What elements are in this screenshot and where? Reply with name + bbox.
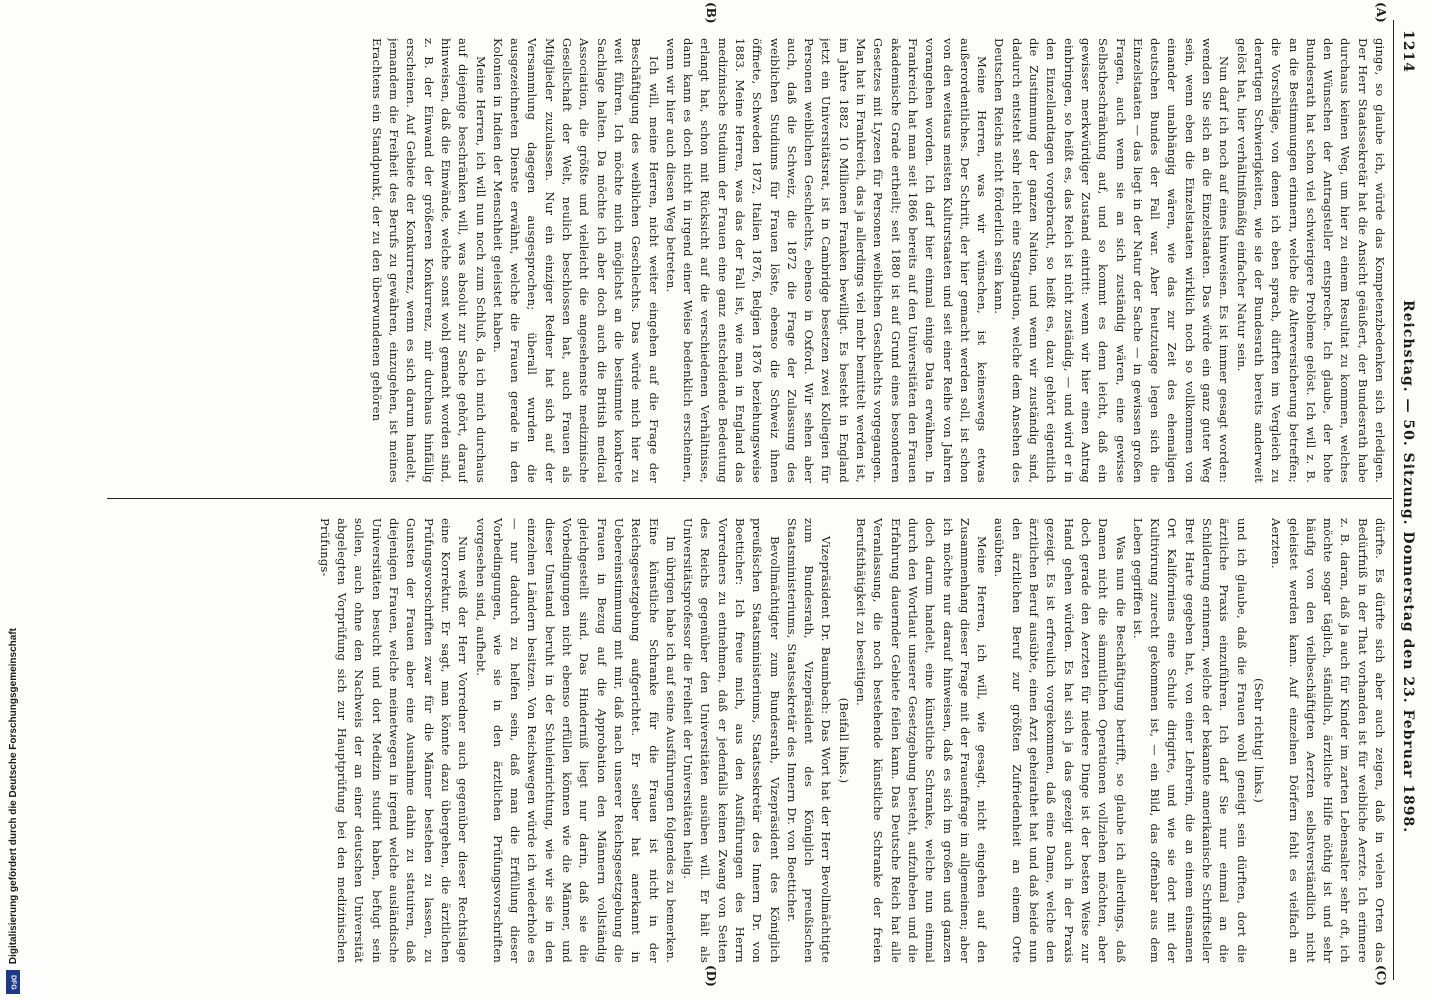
header-title: Reichstag. — 50. Sitzung. Donnerstag den 23. Februar 1898. xyxy=(1400,300,1416,834)
margin-marker-a: (A) xyxy=(1374,2,1388,23)
funding-note-text: Digitalisierung gefördert durch die Deutsche Forschungsgemeinschaft xyxy=(7,627,19,964)
speaker-paragraph: Vizepräsident Dr. Baumbach: Das Wort hat der Herr Bevollmächtigte zum Bundesrath, Vizepräsident des Königlich preußischen Staatsministeriums, Staatssekretär des Innern Dr. von Boetticher. xyxy=(784,518,834,963)
column-divider xyxy=(107,498,1392,499)
paragraph: dürfte. Es dürfte sich aber auch zeigen, daß in vielen Orten das Bedürfniß in der That vorhanden ist für weibliche Aerzte. Ich erinnere z. B. daran, daß ja auch für Kinder im zarten Lebensalter sehr oft, ich möchte sogar täglich, ständlich, ärztliche Hilfe nöthig ist und sehr häufig von den vielbeschäftigten Aerzten selbstverständlich nicht geleistet werden kann. Auf einzelnen Dörfern fehlt es vielfach an Aerzten. xyxy=(1269,518,1387,963)
left-column xyxy=(108,38,1388,483)
margin-marker-c: (C) xyxy=(1374,965,1388,986)
header-rule xyxy=(1393,20,1394,980)
paragraph: ginge, so glaube ich, würde das Kompetenzbedenken sich erledigen. Der Herr Staatssekretär hat die Ansicht geäußert, der Bundesrath habe durchaus keinen Weg, um hier zu einem Resultat zu kommen, welches den Wünschen der Antragsteller entspreche. Ich glaube, der hohe Bundesrath hat schon viel schwierigere Probleme gelöst. Ich will z. B. an die Bestimmungen erinnern, welche die Alterversicherung betreffen; die Vorschläge, von denen ich eben sprach, dürften im Vergleich zu derartigen Schwierigkeiten, wie sie der Bundesrath bereits anderweit gelöst hat, hier verhältnißmäßig einfacher Natur sein. xyxy=(1234,38,1387,483)
paragraph: Nun weiß der Herr Vorredner auch gegenüber dieser Rechtslage eine Korrektur. Er sagt, man könnte dazu übergehen, die ärztlichen Prüfungsvorschriften zwar für die Männer bestehen zu lassen, zu Gunsten der Frauen aber eine Ausnahme dahin zu statuiren, daß diejenigen Frauen, welche meinetwegen in irgend welche ausländische Universitäten besucht und dort Medizin studirt haben, befugt sein sollen, auch ohne den Nachweis der an einer deutschen Universität abgelegten Vorprüfung sich zur Hauptprüfung bei den medizinischen Prüfungs- xyxy=(317,518,471,963)
page-number: 1214 xyxy=(1400,30,1416,73)
paragraph: und ich glaube, daß die Frauen wohl geneigt sein dürften, dort die ärztliche Praxis einzuführen. Ich darf Sie nur einmal an die Schilderung erinnern, welche der bekannte amerikanische Schriftsteller Bret Harte gegeben hat, von einer Lehrerin, die an einem einsamen Ort Kaliforniens eine Schule dirigirte, und wie sie dort mit der Kultivirung zurecht gekommen ist, — ein Bild, das offenbar aus dem Leben gegriffen ist. xyxy=(1130,518,1249,963)
interjection: (Beifall links.) xyxy=(836,697,851,784)
margin-marker-b: (B) xyxy=(704,2,718,24)
paragraph: Meine Herren, was wir wünschen, ist keineswegs etwas außerordentliches. Der Schritt, der hier gemacht werden soll, ist schon von den weitaus meisten Kulturstaaten und seit einer Reihe von Jahren vorangehen worden. Ich darf hier einmal einige Data erwähnen. In Frankreich hat man seit 1866 bereits auf den Universitäten den Frauen akademische Grade ertheilt; seit 1880 ist auf Grund eines besonderen Gesetzes mit Lyzeen für Personen weiblichen Geschlechts vorgegangen. Man hat in Frankreich, das ja allerdings viel mehr bemittelt werden ist, im Jahre 1882 10 Millionen Franken bewilligt. Es besteht in England jetzt ein Universitätsrat, ist in Cambridge besetzen zwei Kollegien für Personen weiblichen Geschlechts, ebenso in Oxford. Wir sehen aber auch, daß die Schweiz, die 1872 die Frage der Zulassung des weiblichen Studiums für Frauen löste, ebenso die Schweiz ihnen öffnete, Schweden 1872, Italien 1876, Belgien 1876 beziehungsweise 1883. Meine Herren, was das der Fall ist, wie man in England das medizinische Studium der Frauen eine ganz entscheidende Bedeutung erlangt hat, schon mit Rücksicht auf die verschiedenen Verhältnisse, dann kann es doch nicht in irgend einer Weise bedenklich erscheinen, wenn wir hier auch diesen Weg betreten. xyxy=(663,38,990,483)
dfg-logo: DFG xyxy=(6,970,20,994)
paragraph: Im übrigen habe ich auf seine Ausführungen folgendes zu bemerken. Eine künstliche Schranke für die Frauen ist nicht in der Reichsgesetzgebung aufgerichtet. Er selber hat anerkannt in Uebereinstimmung mit mir, daß nach unserer Reichsgesetzgebung die Frauen in Bezug auf die Approbation den Männern vollständig gleichgestellt sind. Das Hinderniß liegt nur darin, daß sie die Vorbedingungen nicht ebenso erfüllen können wie die Männer, und dieser Umstand beruht in der Schuleinrichtung, wie wir sie in den einzelnen Ländern besitzen. Von Reichswegen würde ich wiederhole es — nur dadurch zu helfen sein, daß man die Erfüllung dieser Vorbedingungen, wie sie in den ärztlichen Prüfungsvorschriften vorgesehen sind, aufhebt. xyxy=(473,518,678,963)
paragraph: Ich will, meine Herren, nicht weiter eingehen auf die Frage der Beschäftigung des weiblichen Geschlechts. Das würde mich hier zu weit führen. Ich möchte mich möglichst an die bestimmte konkrete Sachlage halten. Da möchte ich aber doch auch die British medical Association, die größte und vielleicht die angesehenste medizinische Gesellschaft der Welt, neulich beschlossen hat, auch Frauen als Mitglieder zuzulassen. Nur ein einziger Redner hat sich auf der Versammlung dagegen ausgesprochen; überall wurden die ausgezeichneten Dienste erwähnt, welche die Frauen gerade in den Kolonien in Indien der Menschheit geleistet haben. xyxy=(490,38,661,483)
paragraph: Nun darf ich noch auf eines hinweisen. Es ist immer gesagt worden: wenden Sie sich an die Einzelstaaten. Das würde ein ganz guter Weg sein, wenn eben die Einzelstaaten wirklich noch so vollkommen von einander unabhängig wären, wie das zur Zeit des ehemaligen deutschen Bundes der Fall war. Aber heutzutage legen sich die Einzelstaaten — das liegt in der Natur der Sache — in gewissen großen Fragen, auch wenn sie an sich zuständig wären, eine gewisse Selbstbeschränkung auf, und so kommt es denn leicht, daß ein gewisser merkwürdiger Zustand eintritt: wenn wir hier einen Antrag einbringen, so heißt es, das Reich ist nicht zuständig, — und wird er in den Einzellandtagen vorgebracht, so heißt es, dazu gehört eigentlich die Zustimmung der ganzen Nation, und wenn wir zuständig sind, dadurch entsteht sehr leicht eine Stagnation, welche dem Ansehen des Deutschen Reichs nicht förderlich sein kann. xyxy=(992,38,1232,483)
funding-note xyxy=(0,0,26,1000)
speaker-paragraph: Bevollmächtigter zum Bundesrath, Vizepräsident des Königlich preußischen Staatsministeriums, Staatssekretär des Innern Dr. von Boetticher: Ich freue mich, aus den Ausführungen des Herrn Vorredners zu entnehmen, daß er jedenfalls keinen Zwang von Seiten des Reichs gegenüber den Universitäten ausüben will. Er hält als Universitätsprofessor die Freiheit der Universitäten heilig. xyxy=(681,518,782,963)
margin-marker-d: (D) xyxy=(704,965,718,987)
running-header xyxy=(1394,30,1418,970)
rotated-page xyxy=(100,0,1418,1000)
right-column xyxy=(108,518,1388,963)
paragraph: Was nun die Beschäftigung betrifft, so glaube ich allerdings, daß Damen nicht die sämmtlichen Operationen vollziehen möchten, aber doch gerade den Aerzten für niedere Dinge ist der besten Weise zur Hand gehen würden. Es hat sich ja das gezeigt auch in der Praxis gezeigt. Es ist erfreulich vorgekommen, daß eine Dame, welche den ärztlichen Beruf ausübte, einen Arzt geheirathet hat und daß beide nun den ärztlichen Beruf zur größten Zufriedenheit an einem Orte ausübten. xyxy=(992,518,1128,963)
paragraph: Meine Herren, ich will nun noch zum Schluß, da ich mich durchaus auf diejenige beschränken will, was absolut zur Sache gehört, darauf hinweisen, daß die Einwände, welche sonst wohl gemacht worden sind, z. B. der Einwand der größeren Konkurrenz, mir durchaus hinfällig erscheinen. Auf Gebiete der Konkurrenz, wenn es sich darum handelt, jemandem die Freiheit des Berufs zu gewähren, einzugehen, ist meines Erachtens ein Standpunkt, der zu den überwundenen gehören xyxy=(369,38,488,483)
paragraph: Meine Herren, ich will, wie gesagt, nicht eingehen auf den Zusammenhang dieser Frage mit der Frauenfrage im allgemeinen; aber ich möchte nur darauf hinweisen, daß es sich im großen und ganzen doch darum handelt, eine künstliche Schranke, welche nun einmal durch den Wortlaut unserer Gesetzgebung besteht, aufzuheben und die Erfahrung dauernder Gebiete feilen kann. Das Deutsche Reich hat alle Veranlassung, die noch bestehende künstliche Schranke der freien Berufsthätigkeit zu beseitigen. xyxy=(854,518,990,963)
interjection: (Sehr richtig! links.) xyxy=(1251,678,1266,803)
